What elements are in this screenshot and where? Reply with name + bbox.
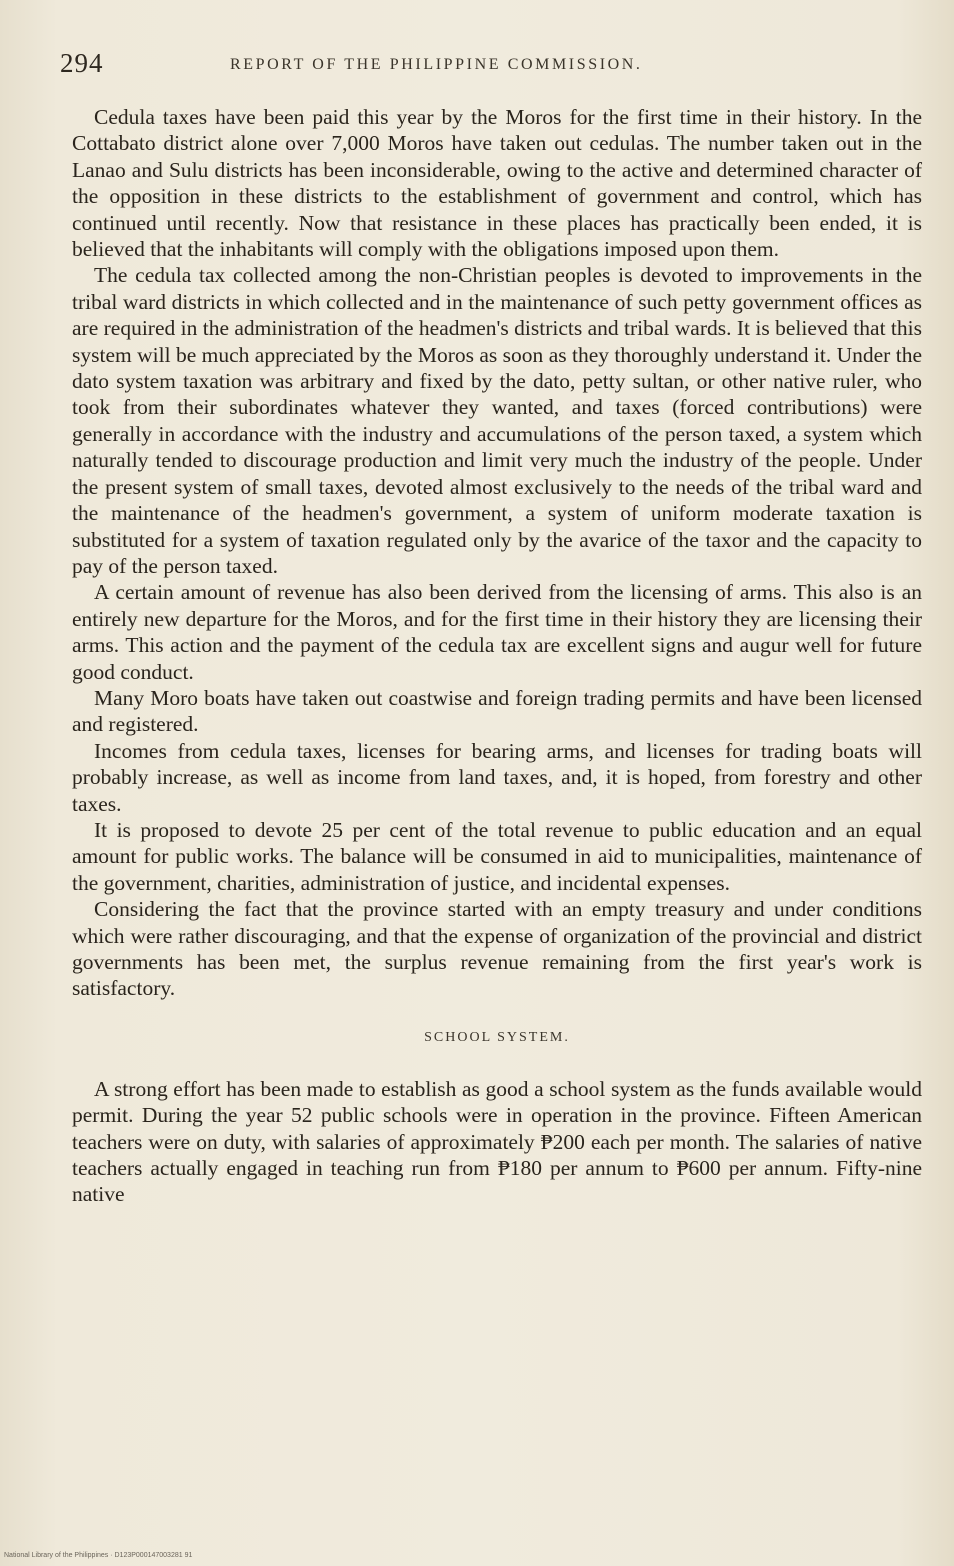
paragraph-school-system: A strong effort has been made to establish as good a school system as the funds available would permit. During the year 52 public schools were in operation in the province. Fifteen American teachers were on duty, with salaries of approximately ₱200 each per month. The salaries of native teachers actually engaged in teaching run from ₱180 per annum to ₱600 per annum. Fifty-nine native — [72, 1076, 922, 1207]
running-head: REPORT OF THE PHILIPPINE COMMISSION. — [230, 56, 643, 73]
body-text — [72, 104, 922, 1208]
section-heading-school-system: SCHOOL SYSTEM. — [424, 1029, 570, 1045]
paragraph-incomes: Incomes from cedula taxes, licenses for bearing arms, and licenses for trading boats will probably increase, as well as income from land taxes, and, it is hoped, from forestry and other taxes. — [72, 738, 922, 816]
page-header — [60, 48, 920, 84]
paragraph-cedula-taxes: Cedula taxes have been paid this year by the Moros for the first time in their history. In the Cottabato district alone over 7,000 Moros have taken out cedulas. The number taken out in the Lanao and Sulu districts has been inconsiderable, owing to the active and determined character of the opposition in these districts to the establishment of government and control, which has continued until recently. Now that resistance in these places has practically been ended, it is believed that the inhabitants will comply with the obligations imposed upon them. — [72, 105, 922, 262]
library-stamp: National Library of the Philippines · D123P000147003281 91 — [4, 1552, 193, 1559]
paragraph-surplus: Considering the fact that the province started with an empty treasury and under conditions which were rather discouraging, and that the expense of organization of the provincial and district governments has been met, the surplus revenue remaining from the first year's work is satisfactory. — [72, 897, 922, 1001]
paragraph-moro-boats: Many Moro boats have taken out coastwise and foreign trading permits and have been licensed and registered. — [72, 685, 922, 737]
page-number: 294 — [60, 48, 104, 78]
paragraph-cedula-tax-use: The cedula tax collected among the non-Christian peoples is devoted to improvements in the tribal ward districts in which collected and in the maintenance of such petty government offices as are required in the administration of the headmen's districts and tribal wards. It is believed that this system will be much appreciated by the Moros as soon as they thoroughly understand it. Under the dato system taxation was arbitrary and fixed by the dato, petty sultan, or other native ruler, who took from their subordinates whatever they wanted, and taxes (forced contributions) were generally in accordance with the industry and accumulations of the person taxed, a system which naturally tended to discourage production and limit very much the industry of the people. Under the present system of small taxes, devoted almost exclusively to the needs of the tribal ward and the maintenance of the headmen's government, a system of uniform moderate taxation is substituted for a system of taxation regulated only by the avarice of the taxor and the capacity to pay of the person taxed. — [72, 263, 922, 578]
paragraph-licensing-arms: A certain amount of revenue has also been derived from the licensing of arms. This also is an entirely new departure for the Moros, and for the first time in their history they are licensing their arms. This action and the payment of the cedula tax are excellent signs and augur well for future good conduct. — [72, 580, 922, 684]
paragraph-revenue-allocation: It is proposed to devote 25 per cent of the total revenue to public education and an equal amount for public works. The balance will be consumed in aid to municipalities, maintenance of the government, charities, administration of justice, and incidental expenses. — [72, 817, 922, 895]
